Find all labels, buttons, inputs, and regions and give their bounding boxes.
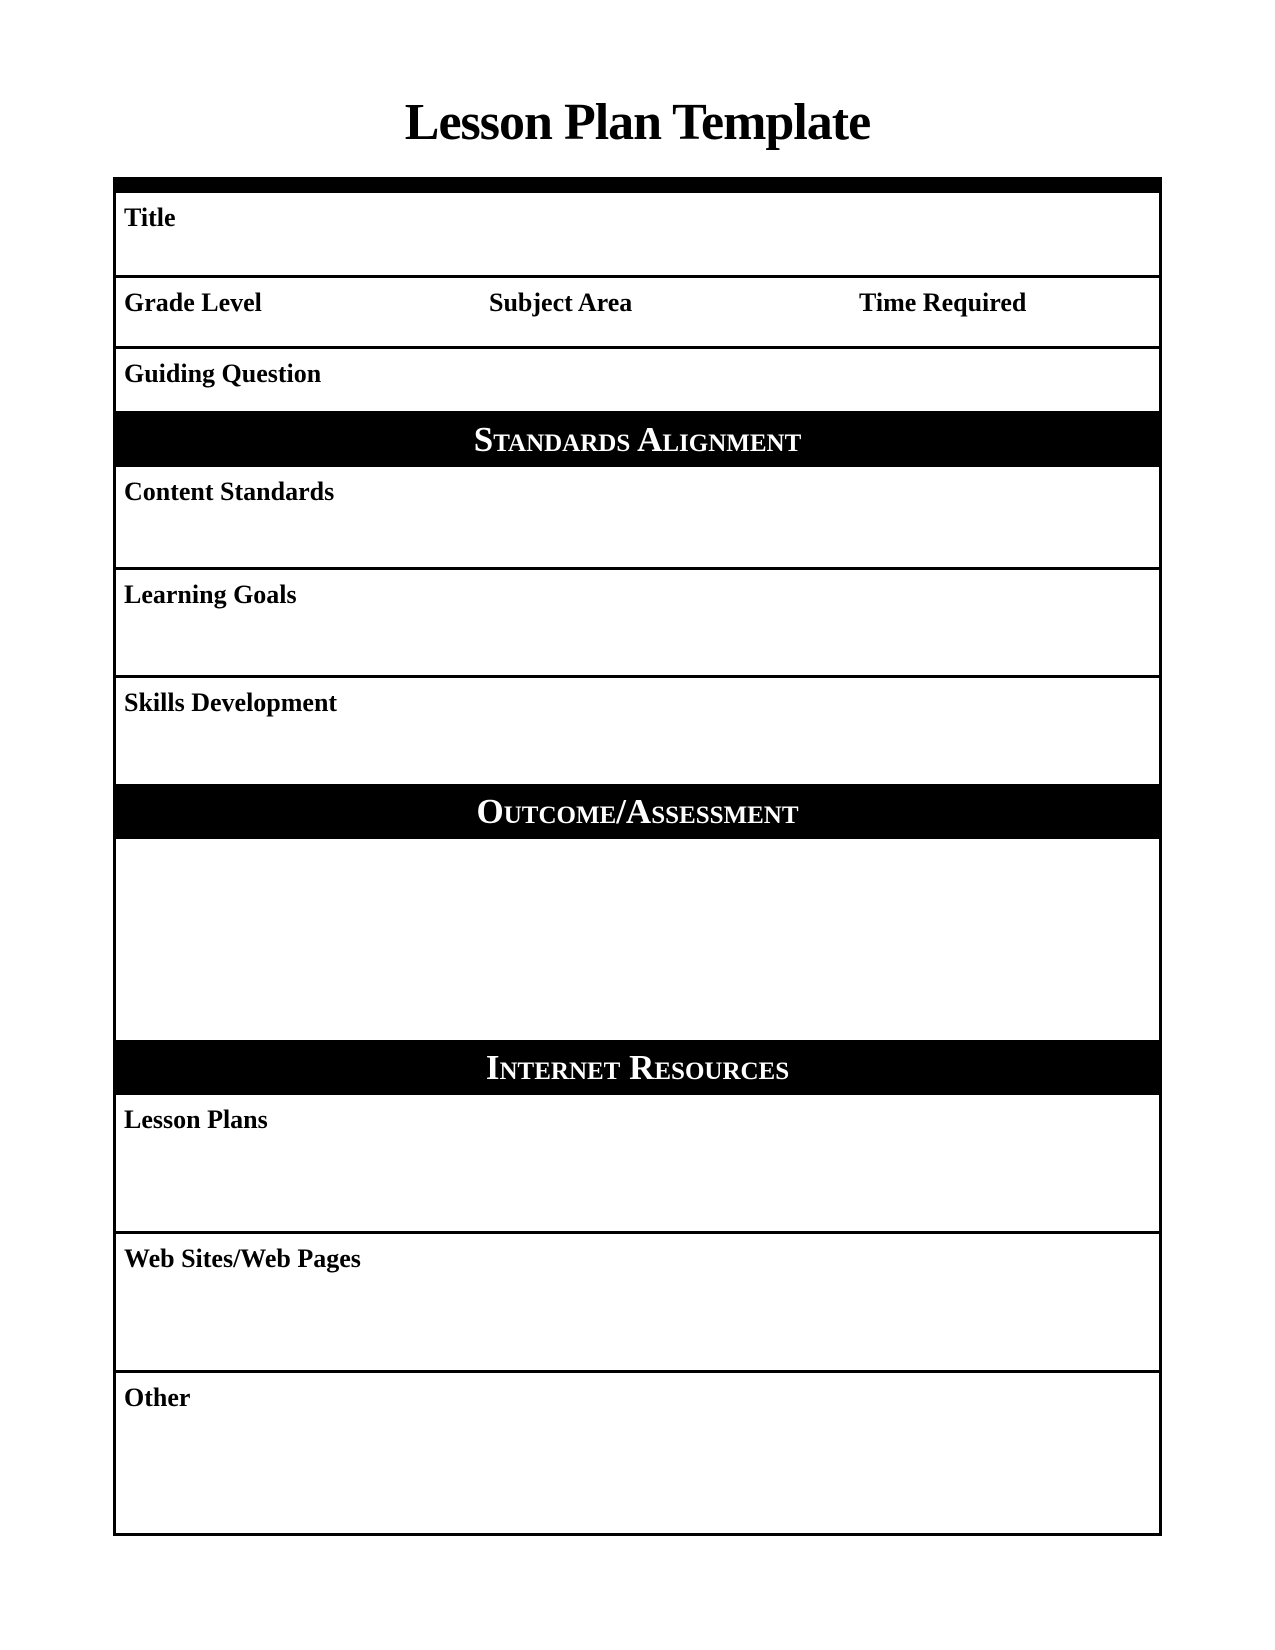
guiding-question-field-row[interactable] xyxy=(116,349,1159,411)
other-label: Other xyxy=(124,1383,191,1412)
internet-resources-header: Internet Resources xyxy=(116,1040,1159,1095)
outcome-assessment-field-row[interactable] xyxy=(116,839,1159,1040)
grade-level-label: Grade Level xyxy=(124,288,262,317)
lesson-plan-table xyxy=(113,177,1162,1536)
title-field-row[interactable] xyxy=(116,193,1159,278)
lesson-plans-label: Lesson Plans xyxy=(124,1105,268,1134)
subject-area-label: Subject Area xyxy=(489,288,633,317)
subject-area-field[interactable] xyxy=(481,278,851,346)
content-standards-field-row[interactable] xyxy=(116,467,1159,570)
content-standards-label: Content Standards xyxy=(124,477,335,506)
document-title: Lesson Plan Template xyxy=(404,94,871,151)
grade-level-field[interactable] xyxy=(116,278,481,346)
skills-development-label: Skills Development xyxy=(124,688,338,717)
time-required-field[interactable] xyxy=(851,278,1159,346)
grade-subject-time-row xyxy=(116,278,1159,349)
outcome-assessment-header: Outcome/Assessment xyxy=(116,784,1159,839)
web-sites-label: Web Sites/Web Pages xyxy=(124,1244,361,1273)
learning-goals-label: Learning Goals xyxy=(124,580,297,609)
lesson-plans-field-row[interactable] xyxy=(116,1095,1159,1234)
skills-development-field-row[interactable] xyxy=(116,678,1159,784)
time-required-label: Time Required xyxy=(859,288,1027,317)
table-top-bar xyxy=(116,177,1159,193)
title-label: Title xyxy=(124,203,176,232)
standards-alignment-header: Standards Alignment xyxy=(116,411,1159,467)
other-field-row[interactable] xyxy=(116,1373,1159,1533)
web-sites-field-row[interactable] xyxy=(116,1234,1159,1373)
learning-goals-field-row[interactable] xyxy=(116,570,1159,678)
guiding-question-label: Guiding Question xyxy=(124,359,322,388)
